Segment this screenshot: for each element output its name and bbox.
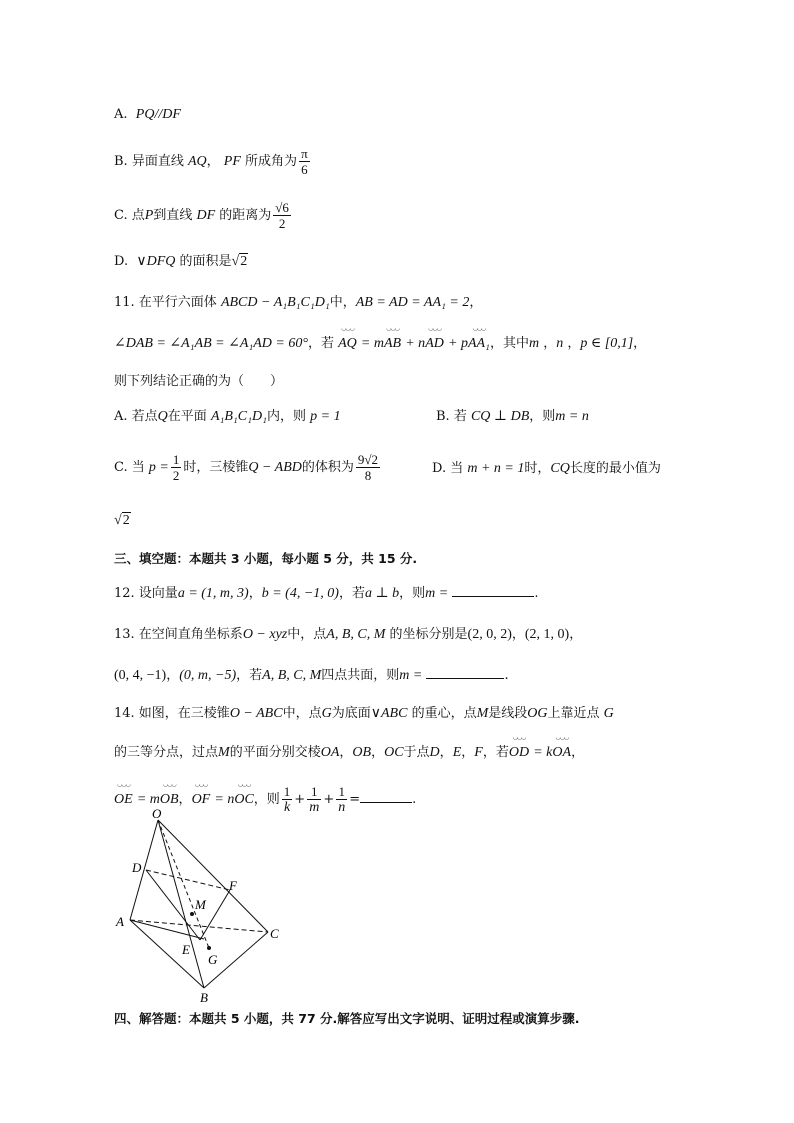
vector-of: ◡◡◡ OF <box>192 791 211 809</box>
vector-ad: ◡◡◡ AD <box>425 335 444 353</box>
punct: . <box>504 668 509 683</box>
math-expr: OB <box>352 745 372 760</box>
option-text: 到直线 <box>153 208 193 223</box>
q10-option-a <box>114 106 181 124</box>
label-e: E <box>182 942 190 957</box>
q10-option-b <box>114 146 312 177</box>
question-text: 12. 设向量 <box>114 586 178 601</box>
math-expr: m = <box>425 586 449 601</box>
option-text: 在平面 <box>167 409 207 424</box>
edge-oc <box>158 820 268 932</box>
fraction <box>171 452 182 483</box>
math-expr: OG <box>527 706 548 721</box>
math-expr: = m <box>136 792 160 807</box>
radicand: 2 <box>240 254 248 269</box>
punct: ， <box>166 668 180 683</box>
vector-aa1: ◡◡◡ AA₁ <box>468 335 490 353</box>
fraction-numerator: π <box>301 146 308 161</box>
q14-stem-line-3: ◡◡◡ OE = m◡◡◡ OB，◡◡◡ OF = n◡◡◡ OC，则 $\frac{1}{k}$ + $\frac{1}{m}$ + $\frac{1}{n}$ = . <box>114 784 416 815</box>
question-text: ，若 <box>482 745 509 760</box>
answer-blank[interactable] <box>426 678 504 679</box>
question-text: 的平面分别交棱 <box>229 745 321 760</box>
option-text: 长度的最小值为 <box>569 461 661 476</box>
fraction-denominator: k <box>283 800 291 815</box>
q11-option-c <box>114 452 382 483</box>
math-expr: M <box>476 706 489 721</box>
math-expr: D <box>429 745 440 760</box>
vector-ab: ◡◡◡ AB <box>384 335 401 353</box>
q11-option-d-continued <box>114 512 131 530</box>
fraction-numerator: 1 <box>283 784 291 799</box>
math-expr: + p <box>448 336 468 351</box>
math-expr: n <box>556 336 564 351</box>
option-text: D. 当 <box>432 461 464 476</box>
math-expr: = m <box>360 336 384 351</box>
math-expr: (2, 0, 2) <box>467 627 512 642</box>
option-text: 的面积是 <box>179 254 232 269</box>
option-text: B. 若 <box>436 409 467 424</box>
fraction <box>299 146 310 177</box>
punct: ， <box>178 792 192 807</box>
option-text: 时，三棱锥 <box>183 460 249 475</box>
edge-ac <box>130 920 268 932</box>
punct: ， <box>567 336 581 351</box>
answer-blank[interactable] <box>360 802 412 803</box>
answer-blank[interactable] <box>452 596 534 597</box>
math-expr: A, B, C, M <box>262 668 322 683</box>
question-text: 11. 在平行六面体 <box>114 295 217 310</box>
label-a: A <box>116 914 124 929</box>
q12-stem <box>114 585 538 603</box>
question-text: 上靠近点 <box>547 706 600 721</box>
question-text: 四点共面，则 <box>321 668 400 683</box>
math-expr: = n <box>214 792 235 807</box>
punct: ， <box>511 627 525 642</box>
option-label: A. <box>114 107 128 122</box>
fraction-numerator: 1 <box>307 784 321 800</box>
math-expr: p = <box>148 460 169 475</box>
option-text: 所成角为 <box>245 154 298 169</box>
fraction-denominator: 6 <box>301 162 308 177</box>
math-expr: m <box>528 336 540 351</box>
fraction-denominator: m <box>309 800 320 815</box>
math-expr: b = (4, −1, 0) <box>261 586 339 601</box>
math-expr: CQ ⊥ DB <box>470 409 530 424</box>
label-o: O <box>152 808 162 821</box>
punct: ， <box>339 745 353 760</box>
question-text: 中， <box>329 295 356 310</box>
math-expr: ABCD − A₁B₁C₁D₁ <box>220 295 330 310</box>
question-text: 14. 如图，在三棱锥 <box>114 706 230 721</box>
label-f: F <box>229 878 237 893</box>
vector-od: ◡◡◡ OD <box>509 744 529 762</box>
tetrahedron-figure <box>112 808 292 1008</box>
math-expr: CQ <box>550 461 570 476</box>
math-expr: m = n <box>555 409 589 424</box>
q10-option-c <box>114 200 293 231</box>
q11-option-d <box>432 460 661 478</box>
question-text: 的坐标分别是 <box>389 627 468 642</box>
punct: . <box>534 586 539 601</box>
section-3-title: 三、填空题：本题共 3 小题，每小题 5 分，共 15 分. <box>114 551 418 566</box>
math-expr: ∨ABC <box>370 706 408 721</box>
math-expr: (0, 4, −1) <box>114 668 167 683</box>
punct: ， <box>439 745 453 760</box>
q13-stem-line-2 <box>114 667 509 685</box>
vector-oa: ◡◡◡ OA <box>552 744 571 762</box>
fraction-denominator: 2 <box>278 216 286 231</box>
question-text: 中，点 <box>282 706 322 721</box>
q11-stem-line-1 <box>114 294 482 312</box>
vector-ob: ◡◡◡ OB <box>160 791 179 809</box>
label-m: M <box>195 897 206 912</box>
q14-stem-line-1 <box>114 705 614 723</box>
point-m <box>190 912 194 916</box>
point-g <box>207 946 211 950</box>
q13-stem-line-1 <box>114 626 582 644</box>
question-text: 的三等分点，过点 <box>114 745 219 760</box>
label-d: D <box>132 860 142 875</box>
fraction-numerator: 9√2 <box>357 452 379 467</box>
math-expr: m + n = 1 <box>467 461 525 476</box>
q14-stem-line-2 <box>114 744 584 762</box>
fraction <box>307 784 321 815</box>
math-expr: a ⊥ b <box>364 586 400 601</box>
option-text: C. 当 <box>114 460 145 475</box>
label-g: G <box>208 952 218 967</box>
math-expr: M <box>218 745 230 760</box>
question-text: ，若 <box>236 668 263 683</box>
option-text: ，则 <box>529 409 556 424</box>
math-expr: = k <box>533 745 553 760</box>
punct: ， <box>206 154 220 169</box>
math-expr: a = (1, m, 3) <box>177 586 249 601</box>
math-expr: O − ABC <box>229 706 283 721</box>
punct: ， <box>469 295 483 310</box>
section-4-title: 四、解答题：本题共 5 小题，共 77 分.解答应写出文字说明、证明过程或演算步骤. <box>114 1011 580 1026</box>
math-expr: + n <box>405 336 426 351</box>
fraction-denominator: 2 <box>172 468 180 483</box>
math-expr: OA <box>320 745 340 760</box>
option-text: B. 异面直线 <box>114 154 184 169</box>
math-expr: ∨DFQ <box>136 254 176 269</box>
punct: ， <box>543 336 557 351</box>
math-expr: m = <box>399 668 423 683</box>
punct: ， <box>569 627 583 642</box>
math-expr: Q − ABD <box>248 460 302 475</box>
math-expr: p ∈ [0,1] <box>580 336 634 351</box>
option-text: 的体积为 <box>301 460 354 475</box>
math-expr: G <box>321 706 332 721</box>
math-expr: AB = AD = AA₁ = 2 <box>355 295 470 310</box>
math-expr: AQ <box>187 154 207 169</box>
math-expr: G <box>603 706 614 721</box>
fraction <box>336 784 347 815</box>
math-expr: DF <box>196 208 216 223</box>
question-text: 为底面 <box>331 706 371 721</box>
label-c: C <box>270 926 279 941</box>
math-expr: ∠DAB = ∠A₁AB = ∠A₁AD = 60° <box>114 336 308 351</box>
question-text: 中，点 <box>287 627 327 642</box>
question-text: ，其中 <box>489 336 529 351</box>
fraction-denominator: n <box>338 800 346 815</box>
label-b: B <box>200 990 208 1005</box>
q10-option-d <box>114 253 248 271</box>
fraction <box>273 200 291 231</box>
math-expr: (0, m, −5) <box>179 668 237 683</box>
math-expr: P <box>144 208 154 223</box>
math-expr: PF <box>223 154 241 169</box>
punct: ， <box>371 745 385 760</box>
option-text: 内，则 <box>266 409 306 424</box>
math-expr: OC <box>384 745 404 760</box>
math-expr: A, B, C, M <box>326 627 386 642</box>
math-expr: p = 1 <box>310 409 341 424</box>
option-text: C. 点 <box>114 208 145 223</box>
math-expr: O − xyz <box>242 627 288 642</box>
math-expr: Q <box>157 409 168 424</box>
fraction-numerator: √6 <box>275 200 289 215</box>
math-expr: PQ//DF <box>135 107 181 122</box>
math-expr: = <box>349 792 361 807</box>
question-text: 是线段 <box>488 706 528 721</box>
q11-stem-line-3: 则下列结论正确的为（ ） <box>114 374 284 389</box>
math-expr: (2, 1, 0) <box>524 627 570 642</box>
punct: . <box>412 792 417 807</box>
math-expr: E <box>452 745 462 760</box>
punct: ， <box>248 586 262 601</box>
question-text: ，则 <box>253 792 280 807</box>
punct: ， <box>633 336 647 351</box>
vector-oe: ◡◡◡ OE <box>114 791 133 809</box>
math-expr: F <box>474 745 483 760</box>
question-text: ，若 <box>338 586 365 601</box>
fraction-denominator: 8 <box>364 468 372 483</box>
q11-option-a <box>114 408 341 426</box>
punct: ， <box>571 745 585 760</box>
fraction <box>356 452 380 483</box>
punct: ， <box>461 745 475 760</box>
option-text: 时， <box>524 461 551 476</box>
q11-option-b <box>436 408 589 426</box>
option-text: 的距离为 <box>219 208 272 223</box>
sqrt-expr: √2 <box>114 513 130 528</box>
question-text: ，若 <box>307 336 334 351</box>
radicand: 2 <box>122 513 130 528</box>
option-label: D. <box>114 254 129 269</box>
vector-oc: ◡◡◡ OC <box>234 791 253 809</box>
question-text: 于点 <box>403 745 430 760</box>
q11-stem-line-2 <box>114 335 646 353</box>
option-text: A. 若点 <box>114 409 158 424</box>
fraction-numerator: 1 <box>336 784 347 800</box>
question-text: 13. 在空间直角坐标系 <box>114 627 243 642</box>
question-text: 的重心，点 <box>411 706 477 721</box>
median-a <box>130 920 204 939</box>
fraction-numerator: 1 <box>172 452 180 467</box>
math-expr: A₁B₁C₁D₁ <box>210 409 267 424</box>
vector-aq: ◡◡◡ AQ <box>338 335 357 353</box>
sqrt-expr: √2 <box>231 254 248 269</box>
question-text: ，则 <box>399 586 426 601</box>
